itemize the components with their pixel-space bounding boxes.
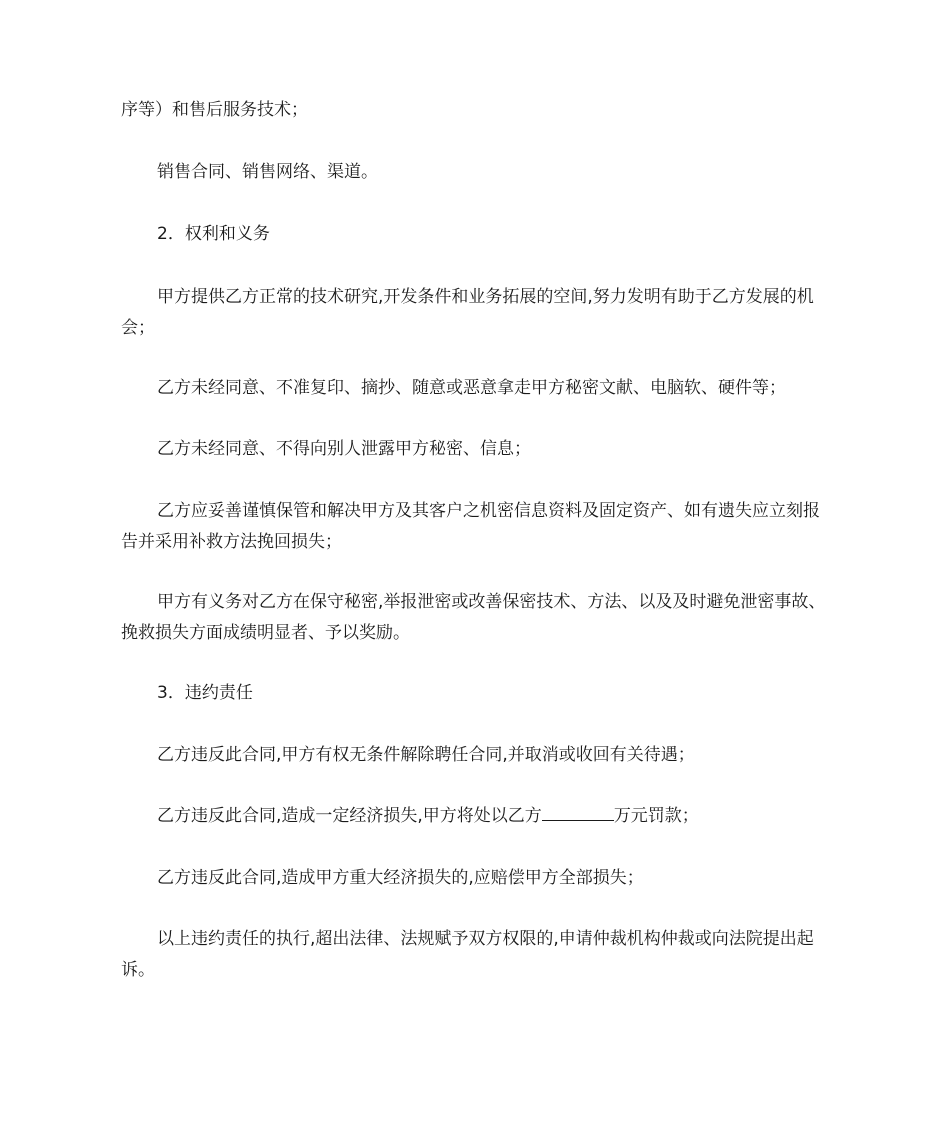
paragraph-fine — [121, 801, 833, 832]
paragraph-party-a-provides: 甲方提供乙方正常的技术研究,开发条件和业务拓展的空间,努力发明有助于乙方发展的机会； — [121, 287, 814, 338]
paragraph-no-copy: 乙方未经同意、不准复印、摘抄、随意或恶意拿走甲方秘密文献、电脑软、硬件等； — [157, 378, 786, 398]
paragraph-reward: 甲方有义务对乙方在保守秘密,举报泄密或改善保密技术、方法、以及及时避免泄密事故、挽救损失方面成绩明显者、予以奖励。 — [121, 592, 826, 643]
fine-text-after: 万元罚款； — [613, 806, 699, 826]
paragraph-continuation: 序等）和售后服务技术； — [121, 100, 308, 120]
fine-text-before: 乙方违反此合同,造成一定经济损失,甲方将处以乙方 — [157, 806, 542, 826]
paragraph-compensation: 乙方违反此合同,造成甲方重大经济损失的,应赔偿甲方全部损失； — [157, 868, 644, 888]
section-heading-rights-obligations: 2．权利和义务 — [157, 224, 270, 244]
paragraph-safekeeping: 乙方应妥善谨慎保管和解决甲方及其客户之机密信息资料及固定资产、如有遗失应立刻报告并采用补救方法挽回损失； — [121, 501, 820, 552]
paragraph-sales: 销售合同、销售网络、渠道。 — [157, 162, 378, 182]
paragraph-terminate-contract: 乙方违反此合同,甲方有权无条件解除聘任合同,并取消或收回有关待遇； — [157, 745, 695, 765]
paragraph-no-disclose: 乙方未经同意、不得向别人泄露甲方秘密、信息； — [157, 439, 531, 459]
paragraph-arbitration: 以上违约责任的执行,超出法律、法规赋予双方权限的,申请仲裁机构仲裁或向法院提出起诉。 — [121, 929, 814, 980]
section-heading-breach-liability: 3．违约责任 — [157, 683, 253, 703]
fine-amount-blank — [542, 802, 614, 821]
